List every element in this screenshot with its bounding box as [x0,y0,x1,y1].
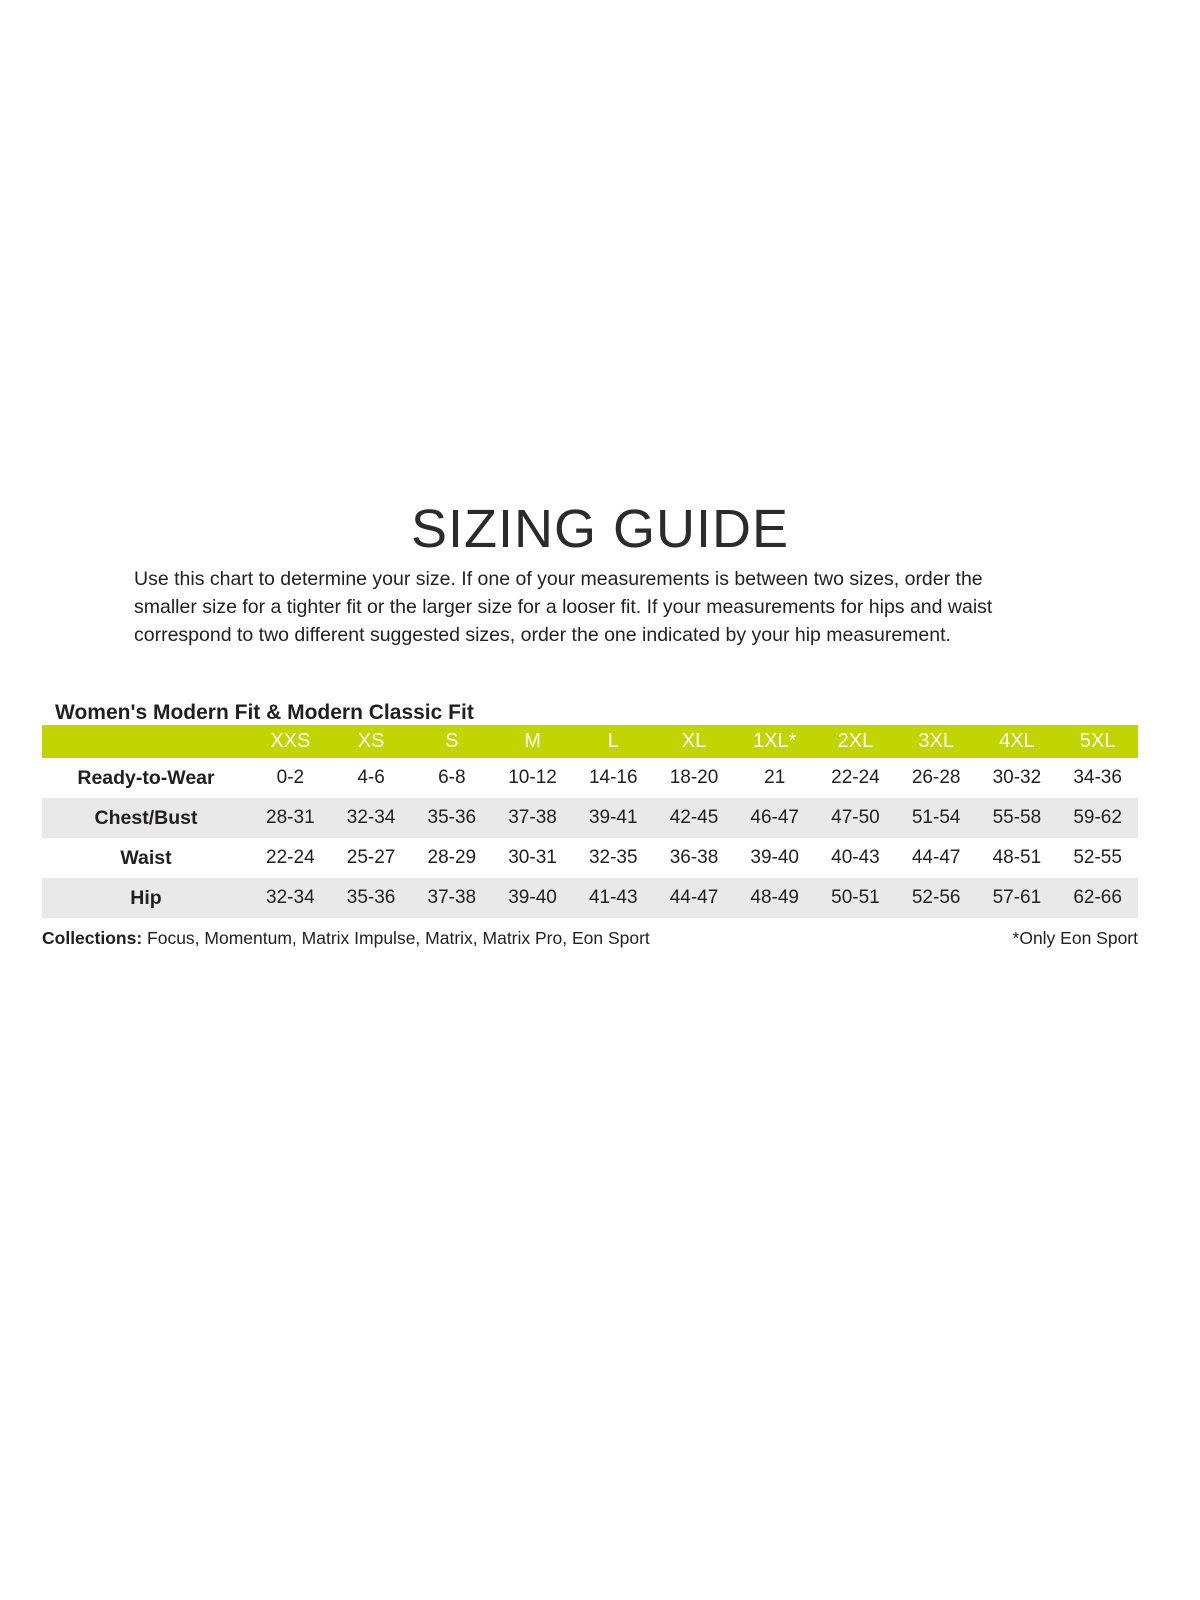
table-cell: 21 [764,767,786,788]
collections-list: Focus, Momentum, Matrix Impulse, Matrix, Matrix Pro, Eon Sport [142,928,650,948]
row-label: Hip [130,886,162,909]
intro-paragraph: Use this chart to determine your size. If one of your measurements is between two sizes, order the smaller size for a tighter fit or the larger size for a looser fit. If your measurements for hips and waist correspond to two different suggested sizes, order the one indicated by your hip measurement. [134,567,993,646]
header-cell: 3XL [918,730,954,752]
header-cell: XXS [270,730,311,752]
row-label: Ready-to-Wear [77,766,215,789]
table-row [42,878,1138,918]
table-cell: 46-47 [750,807,800,828]
table-cell: 28-31 [266,807,315,828]
table-cell: 39-40 [508,887,557,908]
table-cell: 6-8 [438,767,466,788]
header-cell: 5XL [1079,730,1116,752]
table-cell: 0-2 [276,767,305,788]
table-cell: 62-66 [1073,887,1122,908]
section-heading: Women's Modern Fit & Modern Classic Fit [55,701,474,725]
header-cell: 4XL [999,730,1035,752]
table-cell: 44-47 [669,887,719,908]
table-cell: 37-38 [508,807,557,828]
table-cell: 10-12 [508,767,557,788]
table-cell: 41-43 [588,887,638,908]
table-cell: 52-56 [911,887,961,908]
collections-label: Collections: [42,928,143,948]
row-label: Waist [120,846,172,869]
table-cell: 37-38 [427,887,477,908]
table-cell: 32-35 [588,847,638,868]
table-cell: 26-28 [911,767,961,788]
table-cell: 44-47 [911,847,961,868]
table-cell: 51-54 [911,807,961,828]
table-cell: 25-27 [346,847,396,868]
table-cell: 59-62 [1073,807,1122,828]
table-cell: 30-31 [508,847,557,868]
table-cell: 50-51 [831,887,880,908]
table-cell: 48-49 [750,887,800,908]
table-cell: 14-16 [588,767,638,788]
table-cell: 18-20 [669,767,719,788]
table-header-row [42,725,1138,758]
table-cell: 32-34 [266,887,315,908]
table-cell: 52-55 [1073,847,1122,868]
page-title: SIZING GUIDE [410,499,790,560]
header-cell: 2XL [837,730,874,752]
table-row [42,798,1138,838]
table-cell: 55-58 [992,807,1042,828]
table-cell: 57-61 [992,887,1042,908]
table-cell: 42-45 [669,807,719,828]
table-cell: 30-32 [992,767,1042,788]
table-cell: 34-36 [1073,767,1122,788]
header-cell: S [445,730,459,752]
table-cell: 32-34 [346,807,396,828]
table-cell: 39-41 [588,807,638,828]
header-cell: 1XL* [753,730,797,752]
table-row [42,758,1138,798]
table-cell: 22-24 [831,767,880,788]
table-cell: 28-29 [427,847,477,868]
table-cell: 22-24 [266,847,315,868]
header-cell: XL [681,730,707,752]
table-cell: 36-38 [669,847,719,868]
table-cell: 48-51 [992,847,1042,868]
footnote: *Only Eon Sport [1012,928,1138,948]
table-cell: 40-43 [831,847,880,868]
table-cell: 35-36 [346,887,396,908]
size-table [42,725,1138,918]
table-footer [42,928,1138,949]
header-cell: M [524,730,541,752]
collections-line [42,928,650,949]
header-cell: XS [357,730,385,752]
table-cell: 39-40 [750,847,800,868]
table-cell: 47-50 [831,807,880,828]
table-cell: 4-6 [357,767,385,788]
header-cell: L [607,730,619,752]
table-cell: 35-36 [427,807,477,828]
row-label: Chest/Bust [94,806,198,829]
table-row [42,838,1138,878]
